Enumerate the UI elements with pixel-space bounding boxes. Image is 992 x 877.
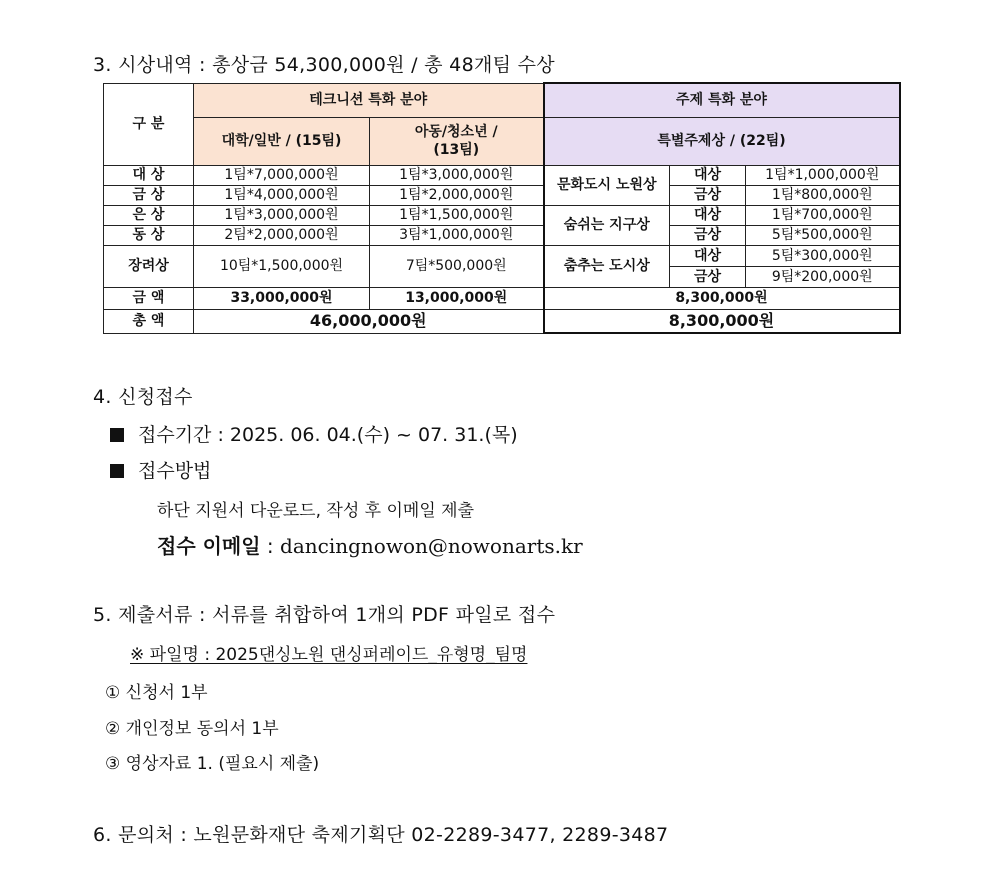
special-grand-value: 1팀*700,000원 (746, 205, 900, 225)
filename-note: ※ 파일명 : 2025댄싱노원 댄싱퍼레이드_유형명_팀명 (130, 645, 528, 665)
total-label: 총 액 (104, 309, 194, 333)
email-address: dancingnowon@nowonarts.kr (280, 534, 583, 558)
section-5-heading: 5. 제출서류 : 서류를 취합하여 1개의 PDF 파일로 접수 (93, 604, 556, 626)
email-line (157, 530, 583, 559)
youth-cell: 3팀*1,000,000원 (370, 225, 544, 245)
special-grand-label: 대상 (670, 245, 746, 266)
special-award-name: 숨쉬는 지구상 (544, 205, 670, 245)
document-item: ③ 영상자료 1. (필요시 제출) (105, 754, 320, 774)
youth-col-header-line1: 아동/청소년 / (414, 124, 498, 140)
univ-cell: 2팀*2,000,000원 (194, 225, 370, 245)
square-bullet-icon (110, 464, 124, 478)
special-grand-value: 5팀*300,000원 (746, 245, 900, 266)
period-line (110, 420, 518, 447)
amount-youth: 13,000,000원 (370, 287, 544, 309)
document-item: ① 신청서 1부 (105, 683, 208, 703)
univ-cell: 1팀*7,000,000원 (194, 165, 370, 185)
total-theme: 8,300,000원 (544, 309, 900, 333)
youth-cell: 1팀*3,000,000원 (370, 165, 544, 185)
row-label: 금 상 (104, 185, 194, 205)
youth-cell: 1팀*1,500,000원 (370, 205, 544, 225)
special-gold-value: 1팀*800,000원 (746, 185, 900, 205)
amount-univ: 33,000,000원 (194, 287, 370, 309)
amount-theme: 8,300,000원 (544, 287, 900, 309)
special-award-name: 춤추는 도시상 (544, 245, 670, 287)
univ-cell: 1팀*4,000,000원 (194, 185, 370, 205)
univ-cell: 1팀*3,000,000원 (194, 205, 370, 225)
method-description: 하단 지원서 다운로드, 작성 후 이메일 제출 (157, 501, 475, 521)
technician-header: 테크니션 특화 분야 (194, 83, 544, 117)
row-label: 대 상 (104, 165, 194, 185)
special-grand-value: 1팀*1,000,000원 (746, 165, 900, 185)
special-gold-label: 금상 (670, 225, 746, 245)
univ-cell: 10팀*1,500,000원 (194, 245, 370, 287)
special-gold-value: 9팀*200,000원 (746, 266, 900, 287)
univ-col-header: 대학/일반 / (15팀) (194, 117, 370, 165)
period-text: 접수기간 : 2025. 06. 04.(수) ~ 07. 31.(목) (138, 424, 518, 446)
youth-cell: 1팀*2,000,000원 (370, 185, 544, 205)
section-4-heading: 4. 신청접수 (93, 386, 193, 408)
prize-table (103, 82, 901, 334)
youth-col-header-line2: (13팀) (433, 142, 480, 158)
special-award-name: 문화도시 노원상 (544, 165, 670, 205)
gubun-header: 구 분 (104, 83, 194, 165)
special-gold-value: 5팀*500,000원 (746, 225, 900, 245)
square-bullet-icon (110, 428, 124, 442)
amount-label: 금 액 (104, 287, 194, 309)
section-6-heading: 6. 문의처 : 노원문화재단 축제기획단 02-2289-3477, 2289-3487 (93, 824, 669, 846)
row-label: 은 상 (104, 205, 194, 225)
theme-header: 주제 특화 분야 (544, 83, 900, 117)
special-col-header: 특별주제상 / (22팀) (544, 117, 900, 165)
document-item: ② 개인정보 동의서 1부 (105, 719, 279, 739)
row-label: 동 상 (104, 225, 194, 245)
special-grand-label: 대상 (670, 205, 746, 225)
special-gold-label: 금상 (670, 266, 746, 287)
youth-cell: 7팀*500,000원 (370, 245, 544, 287)
email-label: 접수 이메일 (157, 534, 261, 558)
method-text: 접수방법 (138, 460, 212, 482)
special-gold-label: 금상 (670, 185, 746, 205)
section-3-heading: 3. 시상내역 : 총상금 54,300,000원 / 총 48개팀 수상 (93, 54, 555, 76)
row-label: 장려상 (104, 245, 194, 287)
total-technician: 46,000,000원 (194, 309, 544, 333)
method-line (110, 456, 211, 483)
youth-col-header (370, 117, 544, 165)
special-grand-label: 대상 (670, 165, 746, 185)
email-separator: : (260, 534, 281, 558)
